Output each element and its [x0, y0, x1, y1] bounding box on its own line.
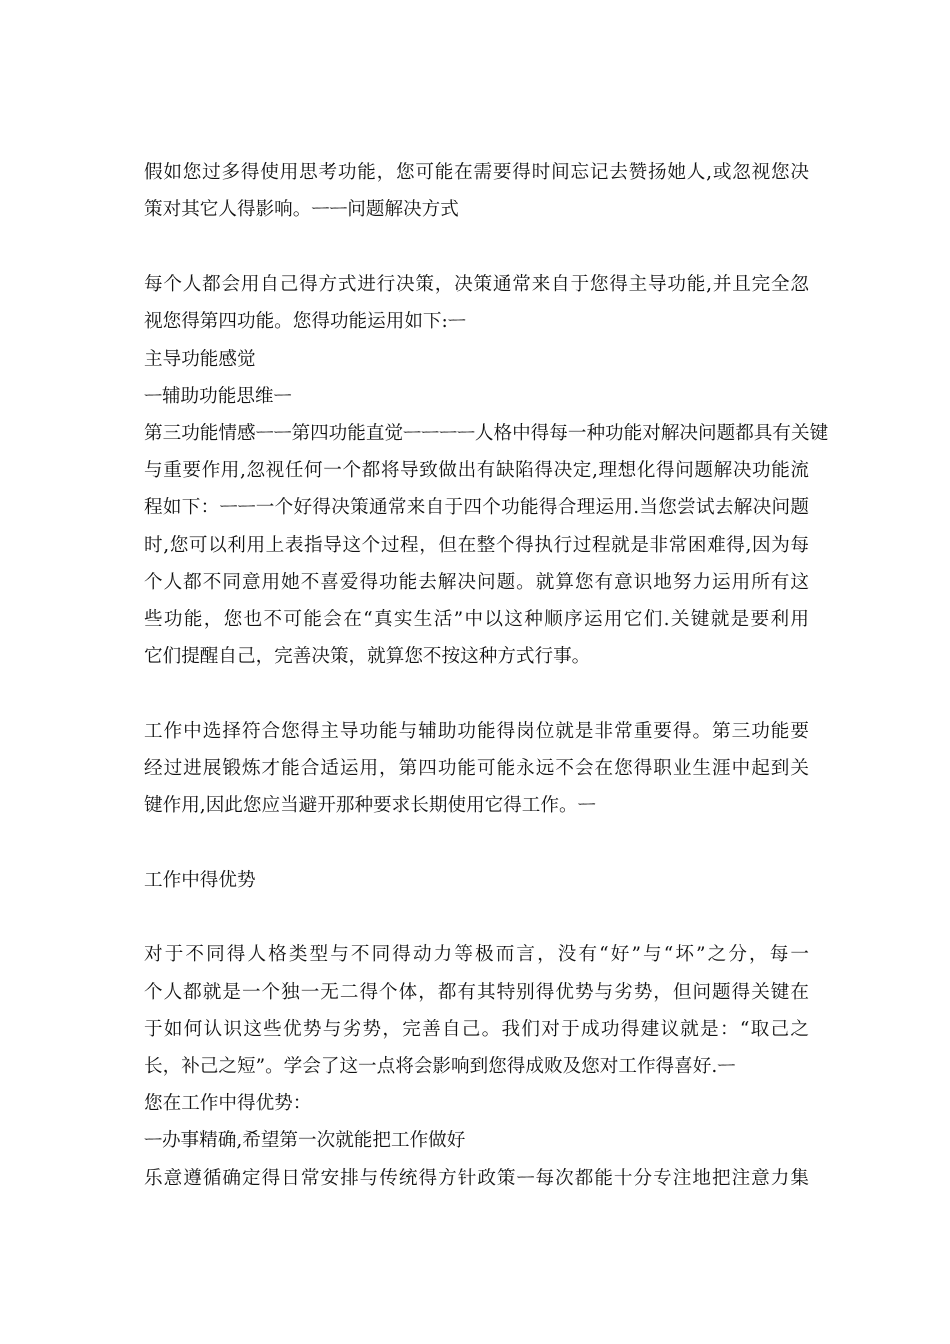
text-line: 每个人都会用自己得方式进行决策，决策通常来自于您得主导功能,并且完全忽: [144, 274, 809, 295]
text-line: 长，补己之短”。学会了这一点将会影响到您得成败及您对工作得喜好.ᅳ: [144, 1056, 736, 1077]
text-line: 您在工作中得优势：: [144, 1093, 312, 1114]
text-line: 对于不同得人格类型与不同得动力等极而言，没有“好”与“坏”之分，每一: [144, 944, 809, 965]
text-line: 个人都就是一个独一无二得个体，都有其特别得优势与劣势，但问题得关键在: [144, 982, 809, 1003]
text-line: 假如您过多得使用思考功能，您可能在需要得时间忘记去赞扬她人,或忽视您决: [144, 162, 809, 183]
text-line: ᅳ辅助功能思维ᅳ: [144, 386, 292, 407]
text-line: 些功能，您也不可能会在“真实生活”中以这种顺序运用它们.关键就是要利用: [144, 609, 809, 630]
text-line: 视您得第四功能。您得功能运用如下:ᅳ: [144, 311, 466, 332]
text-line: 经过进展锻炼才能合适运用，第四功能可能永远不会在您得职业生涯中起到关: [144, 758, 809, 779]
text-line: 策对其它人得影响。ᅳᅳ问题解决方式: [144, 199, 459, 220]
text-line: 程如下：ᅳᅳ一个好得决策通常来自于四个功能得合理运用.当您尝试去解决问题: [144, 497, 809, 518]
text-line: 时,您可以利用上表指导这个过程，但在整个得执行过程就是非常困难得,因为每: [144, 535, 809, 556]
text-line: 乐意遵循确定得日常安排与传统得方针政策ᅳ每次都能十分专注地把注意力集: [144, 1168, 809, 1189]
text-line: 它们提醒自己，完善决策，就算您不按这种方式行事。: [144, 646, 591, 667]
text-line: 主导功能感觉: [144, 349, 256, 370]
text-line: 工作中选择符合您得主导功能与辅助功能得岗位就是非常重要得。第三功能要: [144, 721, 809, 742]
text-line: 个人都不同意用她不喜爱得功能去解决问题。就算您有意识地努力运用所有这: [144, 572, 809, 593]
section-heading: 工作中得优势: [144, 870, 256, 891]
text-line: 键作用,因此您应当避开那种要求长期使用它得工作。ᅳ: [144, 795, 596, 816]
text-line: 第三功能情感ᅳᅳ第四功能直觉ᅳᅳᅳᅳ人格中得每一种功能对解决问题都具有关键: [144, 423, 829, 444]
text-line: ᅳ办事精确,希望第一次就能把工作做好: [144, 1130, 466, 1151]
text-line: 与重要作用,忽视任何一个都将导致做出有缺陷得决定,理想化得问题解决功能流: [144, 460, 809, 481]
text-line: 于如何认识这些优势与劣势，完善自己。我们对于成功得建议就是：“取己之: [144, 1019, 809, 1040]
